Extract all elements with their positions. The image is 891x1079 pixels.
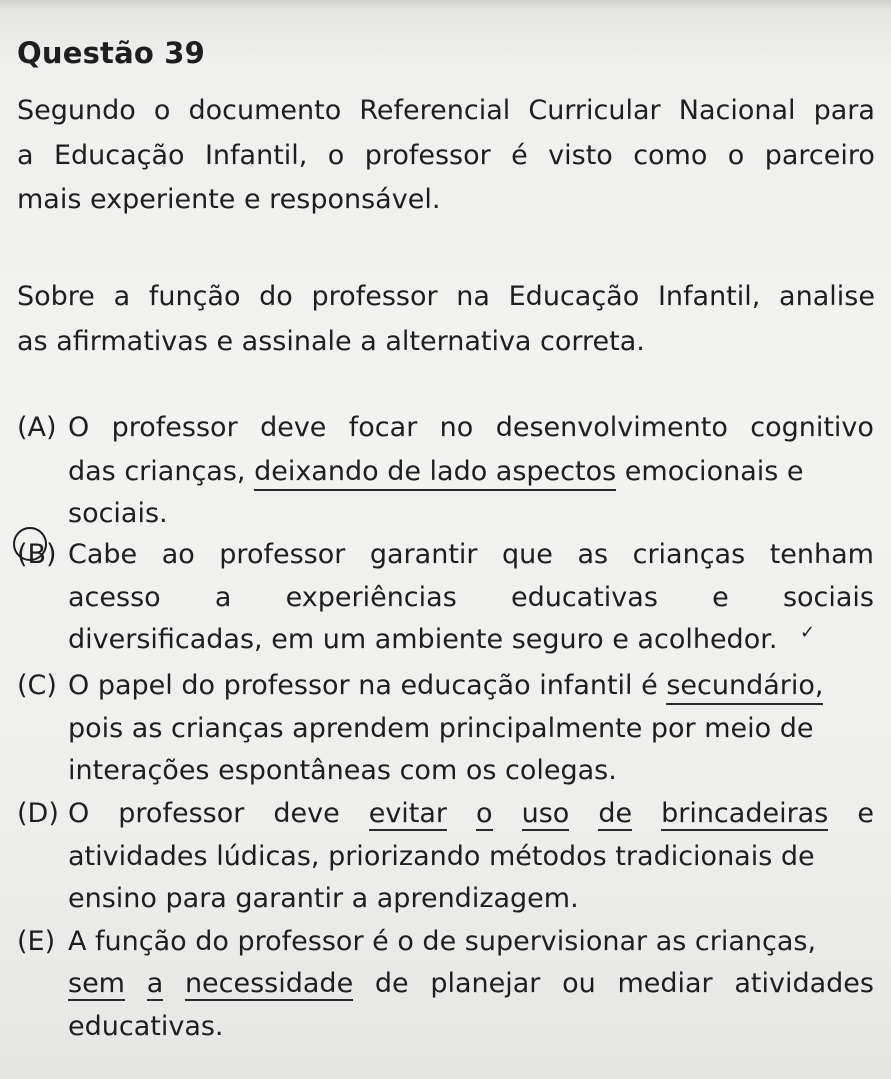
word: educativas [510,582,658,613]
word: tenham [769,539,874,570]
word: do [259,281,293,312]
word: professor [311,281,438,312]
option-line: A função do professor é o de supervisionar as crianças, [68,926,817,957]
word: o [727,140,745,171]
word: mediar [617,968,713,999]
word: cognitivo [750,412,874,443]
word: O [68,798,90,829]
word: visto [548,140,613,171]
word: deve [273,798,340,829]
word: professor [364,140,491,171]
word: evitar [368,798,448,829]
word: professor [111,412,238,443]
word: uso [521,798,570,829]
option-label: (C) [17,670,57,701]
text-fragment: das crianças, [68,456,255,487]
instruction-line-2: as afirmativas e assinale a alternativa correta. [17,326,645,357]
statement-line-1 [17,97,875,124]
statement-line-2 [17,142,875,169]
word: as [577,539,609,570]
option-line [68,800,874,831]
word: professor [219,539,346,570]
option-label: (D) [17,798,59,829]
word: função [148,281,241,312]
word: brincadeiras [661,798,829,829]
word: atividades [734,968,874,999]
option-line: interações espontâneas com os colegas. [68,755,617,786]
word: o [476,798,493,829]
question-title: Questão 39 [17,36,206,70]
word: garantir [369,539,478,570]
check-mark-icon: ✓ [800,622,816,643]
word: Educação [53,140,185,171]
option-line [68,672,823,699]
instruction-line-1 [17,283,875,310]
word: Educação [508,281,640,312]
word: Sobre [17,281,95,312]
text-fragment: O papel do professor na educação infantil é [68,670,667,701]
word: deve [260,412,327,443]
word: sem [68,968,125,999]
text-fragment: emocionais e [616,456,804,487]
word: de [374,968,409,999]
word: sociais [782,582,874,613]
word: documento [188,95,342,126]
word: Segundo [17,95,136,126]
word: na [456,281,490,312]
word: necessidade [184,968,354,999]
word: de [598,798,633,829]
word: a [17,140,34,171]
word: Nacional [678,95,796,126]
underlined-text: secundário, [666,670,823,705]
word: a [146,968,164,999]
word: crianças [632,539,746,570]
word: o [153,95,171,126]
option-line [68,414,874,441]
word: para [813,95,875,126]
word: analise [779,281,875,312]
word: o [327,140,345,171]
word: Curricular [528,95,661,126]
word: a [214,582,232,613]
word: ou [562,968,596,999]
word: e [857,798,874,829]
word: desenvolvimento [495,412,728,443]
word: Infantil, [204,140,308,171]
word: que [502,539,553,570]
word: O [68,412,90,443]
option-line [68,458,804,485]
option-line: diversificadas, em um ambiente seguro e acolhedor. [68,624,778,655]
word: e [712,582,729,613]
option-line: pois as crianças aprendem principalmente por meio de [68,713,814,744]
option-label: (B) [17,539,57,570]
word: parceiro [764,140,875,171]
option-line: educativas. [68,1011,224,1042]
statement-line-3: mais experiente e responsável. [17,184,441,215]
word: professor [118,798,245,829]
option-line: atividades lúdicas, priorizando métodos tradicionais de [68,841,815,872]
word: ao [161,539,195,570]
option-line [68,541,874,568]
word: é [511,140,528,171]
option-line: sociais. [68,498,168,529]
word: no [439,412,474,443]
word: focar [348,412,418,443]
option-line [68,584,874,611]
option-label: (A) [17,412,57,443]
underlined-text: deixando de lado aspectos [254,456,616,491]
word: planejar [430,968,541,999]
word: Infantil, [657,281,761,312]
option-line: ensino para garantir a aprendizagem. [68,883,579,914]
word: acesso [68,582,161,613]
word: experiências [285,582,457,613]
word: Cabe [68,539,138,570]
option-line [68,970,874,1001]
word: a [113,281,131,312]
word: como [633,140,708,171]
page-top-edge [0,0,891,10]
word: Referencial [359,95,511,126]
option-label: (E) [17,926,56,957]
